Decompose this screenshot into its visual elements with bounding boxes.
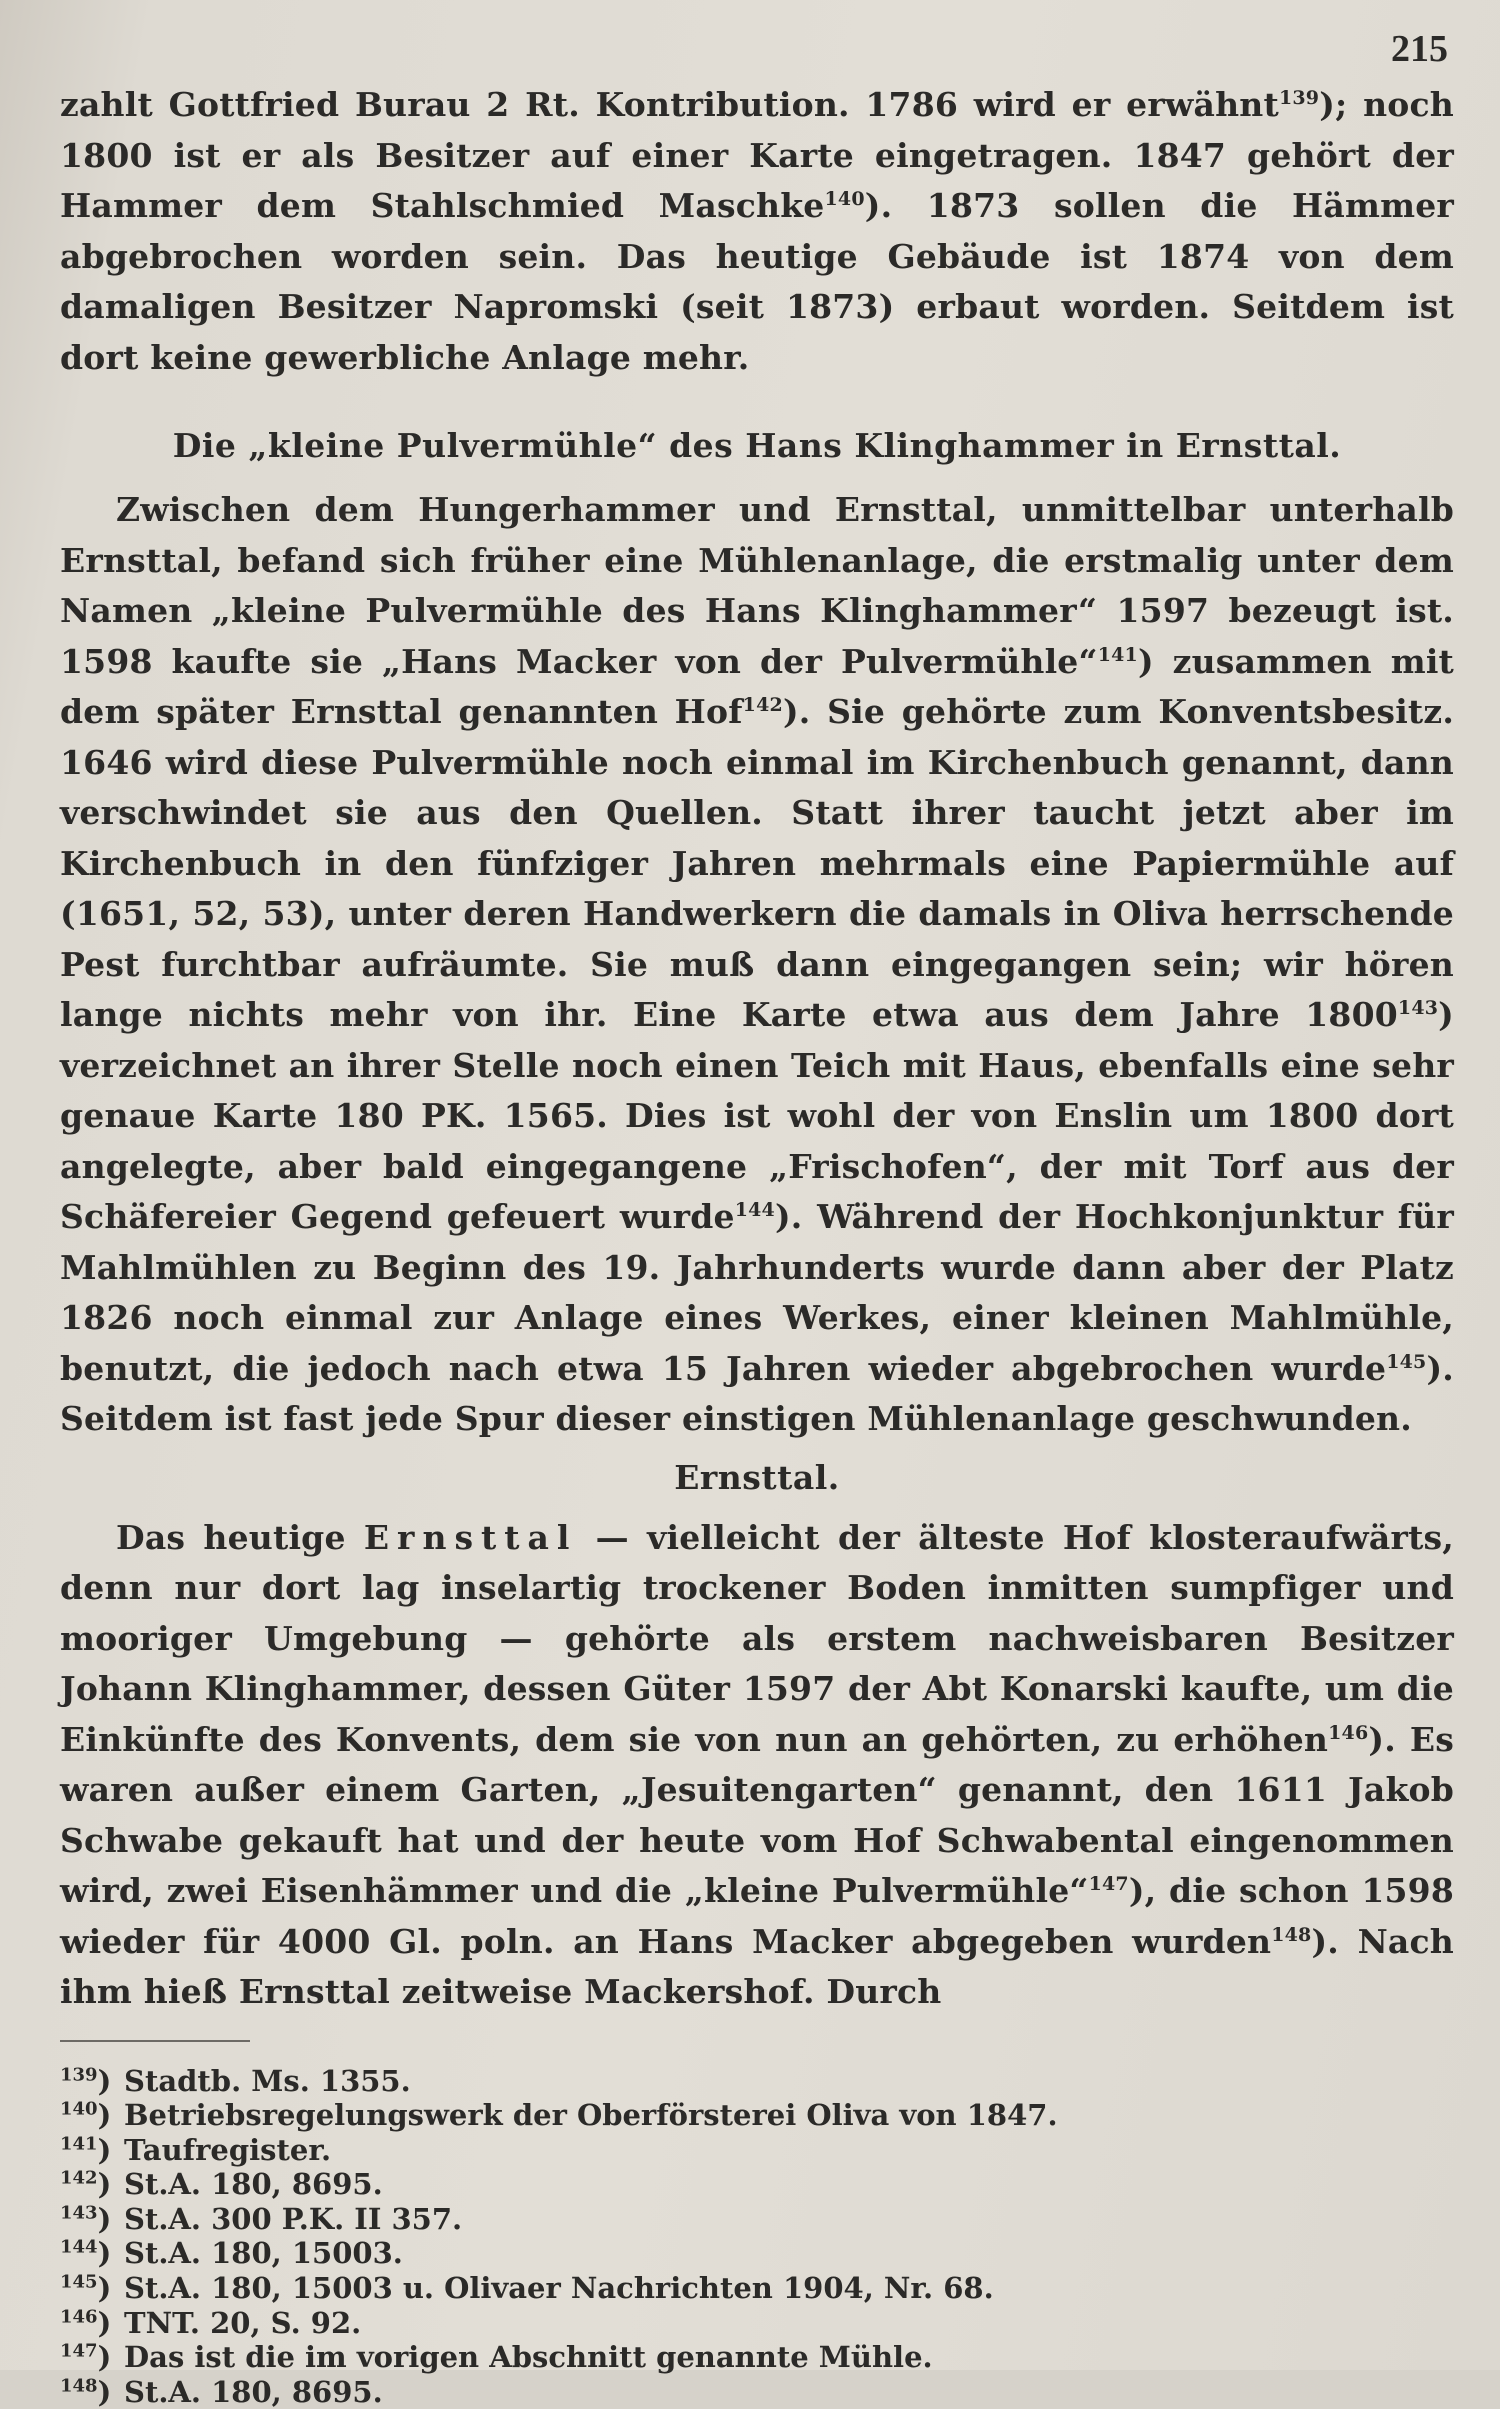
footnote-ref-143[interactable]: 143 (1398, 997, 1438, 1019)
footnote-number: 147 (60, 2341, 98, 2362)
text-run: ). 1873 sollen die Hämmer abgebrochen worden sein. Das heutige Gebäude ist 1874 von dem damaligen Besitzer Napromski (seit 1873) erbaut worden. Seitdem ist dort keine gewerbliche Anlage mehr. (60, 186, 1454, 377)
text-run: zahlt Gottfried Burau 2 Rt. Kontribution. 1786 wird er erwähnt (60, 85, 1279, 124)
footnote-ref-147[interactable]: 147 (1089, 1873, 1129, 1895)
paragraph-2 (60, 485, 1454, 1445)
text-run: Zwischen dem Hungerhammer und Ernsttal, unmittelbar unterhalb Ernsttal, befand sich früher eine Mühlenanlage, die erstmalig unter dem Namen „kleine Pulvermühle des Hans Klinghammer“ 1597 bezeugt ist. 1598 kaufte sie „Hans Macker von der Pulvermühle“ (60, 490, 1454, 681)
footnote-text: St.A. 180, 8695. (124, 2375, 383, 2409)
footnote-text: St.A. 180, 8695. (124, 2167, 383, 2202)
text-run: ), die schon 1598 wieder für 4000 Gl. poln. an Hans Macker abgegeben wurden (60, 1871, 1454, 1961)
footnote-ref-140[interactable]: 140 (825, 188, 865, 210)
footnote: $^{140}$) Betriebsregelungswerk der Oberförsterei Oliva von 1847. (60, 2098, 1454, 2133)
footnote: $^{144}$) St.A. 180, 15003. (60, 2236, 1454, 2271)
footnote-number: 141 (60, 2133, 98, 2154)
footnote-text: St.A. 180, 15003. (124, 2236, 403, 2271)
footnote-ref-142[interactable]: 142 (743, 694, 783, 716)
footnote-ref-148[interactable]: 148 (1271, 1924, 1311, 1946)
text-run: ). Es waren außer einem Garten, „Jesuitengarten“ genannt, den 1611 Jakob Schwabe gekauft hat und der heute vom Hof Schwabental eingenommen wird, zwei Eisenhämmer und die „kleine Pulvermühle“ (60, 1720, 1454, 1911)
page-number: 215 (60, 18, 1454, 80)
footnote-number: 144 (60, 2237, 98, 2258)
footnote-ref-146[interactable]: 146 (1328, 1722, 1368, 1744)
text-run: ). Nach ihm hieß Ernsttal zeitweise Mackershof. Durch (60, 1922, 1454, 2012)
text-run: ). Sie gehörte zum Konventsbesitz. 1646 wird diese Pulvermühle noch einmal im Kirchenbuch genannt, dann verschwindet sie aus den Quellen. Statt ihrer taucht jetzt aber im Kirchenbuch in den fünfziger Jahren mehrmals eine Papiermühle auf (1651, 52, 53), unter deren Handwerkern die damals in Oliva herrschende Pest furchtbar aufräumte. Sie muß dann eingegangen sein; wir hören lange nichts mehr von ihr. Eine Karte etwa aus dem Jahre 1800 (60, 692, 1454, 1034)
footnote-ref-144[interactable]: 144 (735, 1199, 775, 1221)
section-heading-ernsttal: Ernsttal. (60, 1453, 1454, 1503)
footnote-ref-145[interactable]: 145 (1386, 1351, 1426, 1373)
footnote: $^{142}$) St.A. 180, 8695. (60, 2167, 1454, 2202)
footnote-number: 140 (60, 2098, 98, 2119)
footnote-text: Das ist die im vorigen Abschnitt genannte Mühle. (124, 2340, 933, 2375)
footnote-number: 148 (60, 2375, 98, 2396)
text-run: ). Während der Hochkonjunktur für Mahlmühlen zu Beginn des 19. Jahrhunderts wurde dann aber der Platz 1826 noch einmal zur Anlage eines Werkes, einer kleinen Mahlmühle, benutzt, die jedoch nach etwa 15 Jahren wieder abgebrochen wurde (60, 1197, 1454, 1388)
footnote: $^{141}$) Taufregister. (60, 2133, 1454, 2168)
footnote-number: 142 (60, 2168, 98, 2189)
footnote-number: 145 (60, 2271, 98, 2292)
footnote: $^{146}$) TNT. 20, S. 92. (60, 2306, 1454, 2341)
footnote-divider (60, 2040, 250, 2042)
footnote: $^{145}$) St.A. 180, 15003 u. Olivaer Nachrichten 1904, Nr. 68. (60, 2271, 1454, 2306)
text-run: ) verzeichnet an ihrer Stelle noch einen Teich mit Haus, ebenfalls eine sehr genaue Karte 180 PK. 1565. Dies ist wohl der von Enslin um 1800 dort angelegte, aber bald eingegangene „Frischofen“, der mit Torf aus der Schäfereier Gegend gefeuert wurde (60, 995, 1454, 1236)
footnote-text: TNT. 20, S. 92. (124, 2306, 361, 2341)
footnote-ref-139[interactable]: 139 (1279, 87, 1319, 109)
footnotes (60, 2064, 1454, 2409)
text-run: ). Seitdem ist fast jede Spur dieser einstigen Mühlenanlage geschwunden. (60, 1349, 1454, 1439)
footnote: $^{148}$) St.A. 180, 8695. (60, 2375, 1454, 2409)
text-run: ); noch 1800 ist er als Besitzer auf einer Karte eingetragen. 1847 gehört der Hammer dem Stahlschmied Maschke (60, 85, 1454, 225)
text-run: ) zusammen mit dem später Ernsttal genannten Hof (60, 642, 1454, 732)
footnote-number: 139 (60, 2064, 98, 2085)
text-run: — vielleicht der älteste Hof klosteraufwärts, denn nur dort lag inselartig trockener Boden inmitten sumpfiger und mooriger Umgebung — gehörte als erstem nachweisbaren Besitzer Johann Klinghammer, dessen Güter 1597 der Abt Konarski kaufte, um die Einkünfte des Konvents, dem sie von nun an gehörten, zu erhöhen (60, 1518, 1454, 1759)
footnote-number: 143 (60, 2202, 98, 2223)
spaced-emphasis: Ernsttal (364, 1518, 578, 1557)
section-heading-pulvermuehle: Die „kleine Pulvermühle“ des Hans Klinghammer in Ernsttal. (60, 421, 1454, 471)
footnote-text: Taufregister. (124, 2133, 331, 2168)
footnote-text: St.A. 300 P.K. II 357. (124, 2202, 462, 2237)
footnote: $^{139}$) Stadtb. Ms. 1355. (60, 2064, 1454, 2099)
footnote-number: 146 (60, 2306, 98, 2327)
footnote: $^{143}$) St.A. 300 P.K. II 357. (60, 2202, 1454, 2237)
footnote-text: Stadtb. Ms. 1355. (124, 2064, 411, 2099)
footnote-text: Betriebsregelungswerk der Oberförsterei Oliva von 1847. (124, 2098, 1058, 2133)
footnote-text: St.A. 180, 15003 u. Olivaer Nachrichten 1904, Nr. 68. (124, 2271, 994, 2306)
paragraph-3 (60, 1513, 1454, 2018)
text-run: Das heutige (116, 1518, 346, 1557)
paragraph-1 (60, 80, 1454, 383)
footnote: $^{147}$) Das ist die im vorigen Abschnitt genannte Mühle. (60, 2340, 1454, 2375)
footnote-ref-141[interactable]: 141 (1098, 644, 1138, 666)
